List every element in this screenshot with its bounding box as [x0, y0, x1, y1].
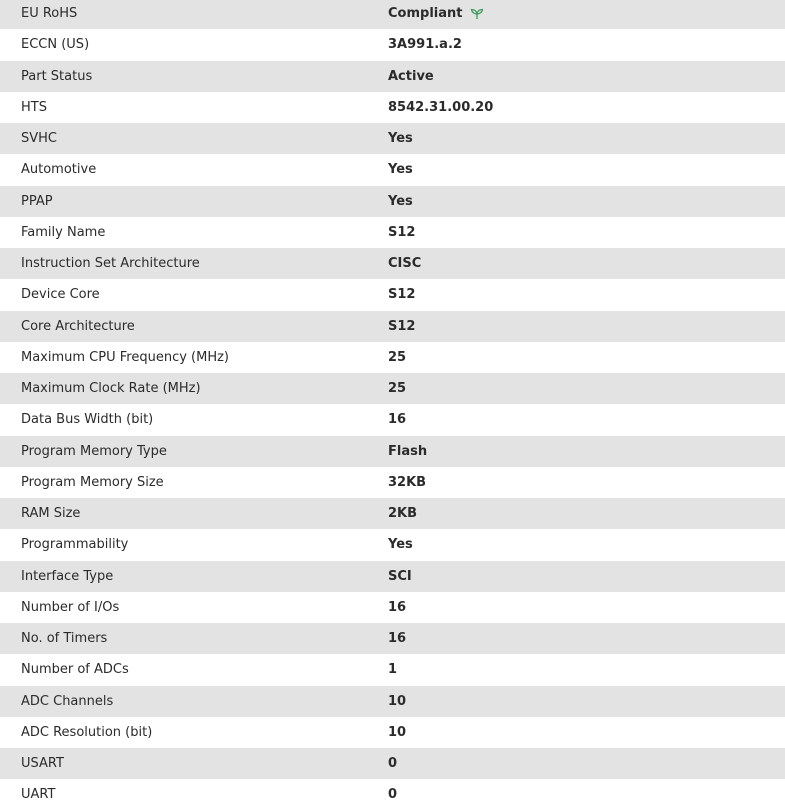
spec-label: No. of Timers	[21, 631, 108, 647]
spec-value-wrap	[388, 6, 785, 21]
spec-label: Device Core	[21, 287, 100, 303]
spec-label: PPAP	[21, 193, 53, 209]
spec-label: RAM Size	[21, 506, 81, 522]
spec-label: Interface Type	[21, 568, 114, 584]
spec-row-device-core	[0, 279, 785, 310]
spec-label: ADC Channels	[21, 693, 114, 709]
spec-label: SVHC	[21, 131, 57, 147]
spec-value: Active	[388, 68, 434, 84]
spec-value: 3A991.a.2	[388, 37, 462, 53]
spec-row-number-of-adcs	[0, 654, 785, 685]
spec-value: Flash	[388, 443, 428, 459]
spec-row-core-architecture	[0, 311, 785, 342]
spec-label: USART	[21, 756, 64, 772]
spec-row-number-of-ios	[0, 592, 785, 623]
spec-value: 0	[388, 756, 398, 772]
spec-value: 8542.31.00.20	[388, 99, 494, 115]
spec-row-uart	[0, 779, 785, 810]
spec-row-ppap	[0, 186, 785, 217]
spec-value: Yes	[388, 537, 413, 553]
spec-label: Maximum CPU Frequency (MHz)	[21, 349, 229, 365]
spec-row-hts	[0, 92, 785, 123]
spec-label: Program Memory Size	[21, 474, 164, 490]
spec-row-program-memory-size	[0, 467, 785, 498]
spec-row-program-memory-type	[0, 436, 785, 467]
spec-value: CISC	[388, 256, 422, 272]
spec-value: 1	[388, 662, 398, 678]
spec-label: Core Architecture	[21, 318, 135, 334]
spec-value: SCI	[388, 568, 412, 584]
spec-label: Part Status	[21, 68, 93, 84]
spec-label: Program Memory Type	[21, 443, 167, 459]
spec-row-part-status	[0, 61, 785, 92]
spec-value: 0	[388, 787, 398, 803]
spec-label: Programmability	[21, 537, 129, 553]
spec-row-timers	[0, 623, 785, 654]
spec-label: Family Name	[21, 224, 106, 240]
spec-row-ram-size	[0, 498, 785, 529]
spec-label: Maximum Clock Rate (MHz)	[21, 381, 201, 397]
spec-value: 25	[388, 381, 407, 397]
spec-value: Yes	[388, 193, 413, 209]
spec-row-interface-type	[0, 561, 785, 592]
spec-row-data-bus-width	[0, 404, 785, 435]
spec-label: EU RoHS	[21, 6, 78, 22]
spec-value: S12	[388, 224, 416, 240]
spec-label: Number of ADCs	[21, 662, 129, 678]
spec-row-max-cpu-frequency	[0, 342, 785, 373]
spec-value: Compliant	[388, 6, 463, 22]
spec-label: Instruction Set Architecture	[21, 256, 200, 272]
spec-value: 10	[388, 693, 407, 709]
spec-row-usart	[0, 748, 785, 779]
spec-label: ADC Resolution (bit)	[21, 724, 153, 740]
spec-value: 25	[388, 349, 407, 365]
spec-label: UART	[21, 787, 56, 803]
spec-row-instruction-set	[0, 248, 785, 279]
spec-value: S12	[388, 318, 416, 334]
spec-row-adc-resolution	[0, 717, 785, 748]
spec-row-eu-rohs	[0, 0, 785, 29]
spec-value: Yes	[388, 162, 413, 178]
spec-row-max-clock-rate	[0, 373, 785, 404]
spec-value: Yes	[388, 131, 413, 147]
spec-value: 16	[388, 412, 407, 428]
spec-row-family-name	[0, 217, 785, 248]
spec-value: 10	[388, 724, 407, 740]
spec-value: 2KB	[388, 506, 418, 522]
spec-row-eccn	[0, 29, 785, 60]
spec-row-programmability	[0, 529, 785, 560]
spec-value: S12	[388, 287, 416, 303]
spec-value: 16	[388, 599, 407, 615]
spec-value: 32KB	[388, 474, 427, 490]
spec-label: Number of I/Os	[21, 599, 120, 615]
spec-row-svhc	[0, 123, 785, 154]
spec-row-adc-channels	[0, 686, 785, 717]
leaf-icon	[470, 8, 484, 20]
spec-value: 16	[388, 631, 407, 647]
spec-label: ECCN (US)	[21, 37, 90, 53]
spec-label: HTS	[21, 99, 47, 115]
spec-row-automotive	[0, 154, 785, 185]
spec-label: Automotive	[21, 162, 97, 178]
spec-label: Data Bus Width (bit)	[21, 412, 154, 428]
